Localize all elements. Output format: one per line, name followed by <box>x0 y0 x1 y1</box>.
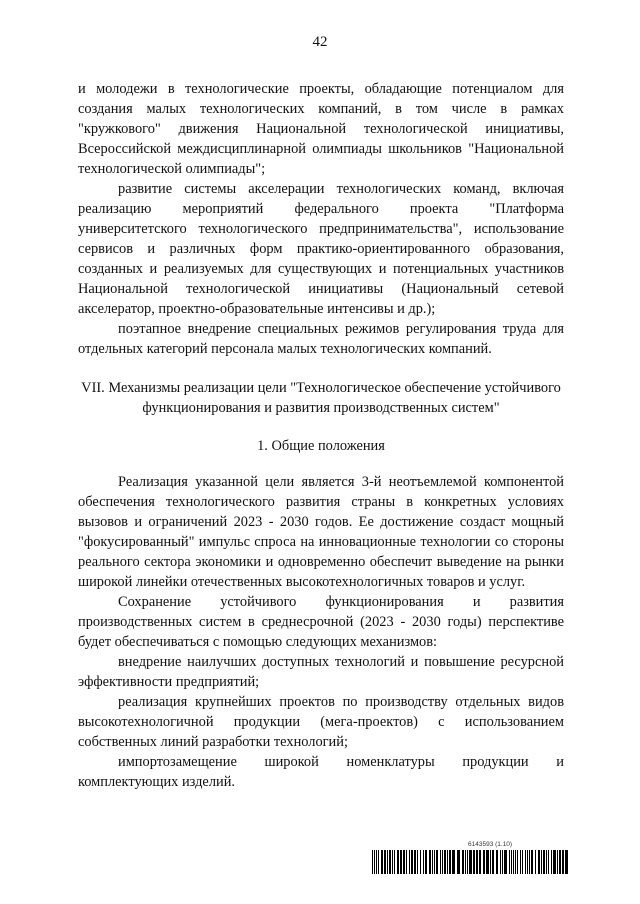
paragraph: импортозамещение широкой номенклатуры продукции и комплектующих изделий. <box>78 754 564 790</box>
subsection-heading: 1. Общие положения <box>257 438 385 454</box>
paragraph: реализация крупнейших проектов по производству отдельных видов высокотехнологичной продукции (мега-проектов) с использованием собственных линий разработки технологий; <box>78 694 564 750</box>
page-number: 42 <box>312 34 328 50</box>
paragraph: Реализация указанной цели является 3-й неотъемлемой компонентой обеспечения технологического развития страны в конкретных условиях вызовов и ограничений 2023 - 2030 годов. Ее достижение создаст мощный "фокусированный" импульс спроса на инновационные технологии со стороны реального сектора экономики и одновременно обеспечит выведение на рынки широкой линейки отечественных высокотехнологичных товаров и услуг. <box>78 474 564 590</box>
paragraph: внедрение наилучших доступных технологий и повышение ресурсной эффективности предприятий; <box>78 654 564 690</box>
paragraph: поэтапное внедрение специальных режимов регулирования труда для отдельных категорий персонала малых технологических компаний. <box>78 321 564 357</box>
section-heading: VII. Механизмы реализации цели "Технологическое обеспечение устойчивого функционирования и развития производственных систем" <box>81 380 561 416</box>
paragraph: и молодежи в технологические проекты, обладающие потенциалом для создания малых технологических компаний, в том числе в рамках "кружкового" движения Национальной технологической инициативы, Всероссийской междисциплинарной олимпиады школьников "Национальной технологической олимпиады"; <box>78 81 564 177</box>
barcode-code: 6143593 (1.10) <box>468 841 513 848</box>
barcode <box>372 842 570 874</box>
paragraph: Сохранение устойчивого функционирования и развития производственных систем в среднесрочной (2023 - 2030 годы) перспективе будет обеспечиваться с помощью следующих механизмов: <box>78 594 564 650</box>
barcode-bars <box>372 850 570 874</box>
paragraph: развитие системы акселерации технологических команд, включая реализацию мероприятий федерального проекта "Платформа университетского технологического предпринимательства", использование сервисов и различных форм практико-ориентированного образования, созданных и реализуемых для существующих и потенциальных участников Национальной технологической инициативы (Национальный сетевой акселератор, проектно-образовательные интенсивы и др.); <box>78 181 564 317</box>
document-body <box>78 79 564 792</box>
